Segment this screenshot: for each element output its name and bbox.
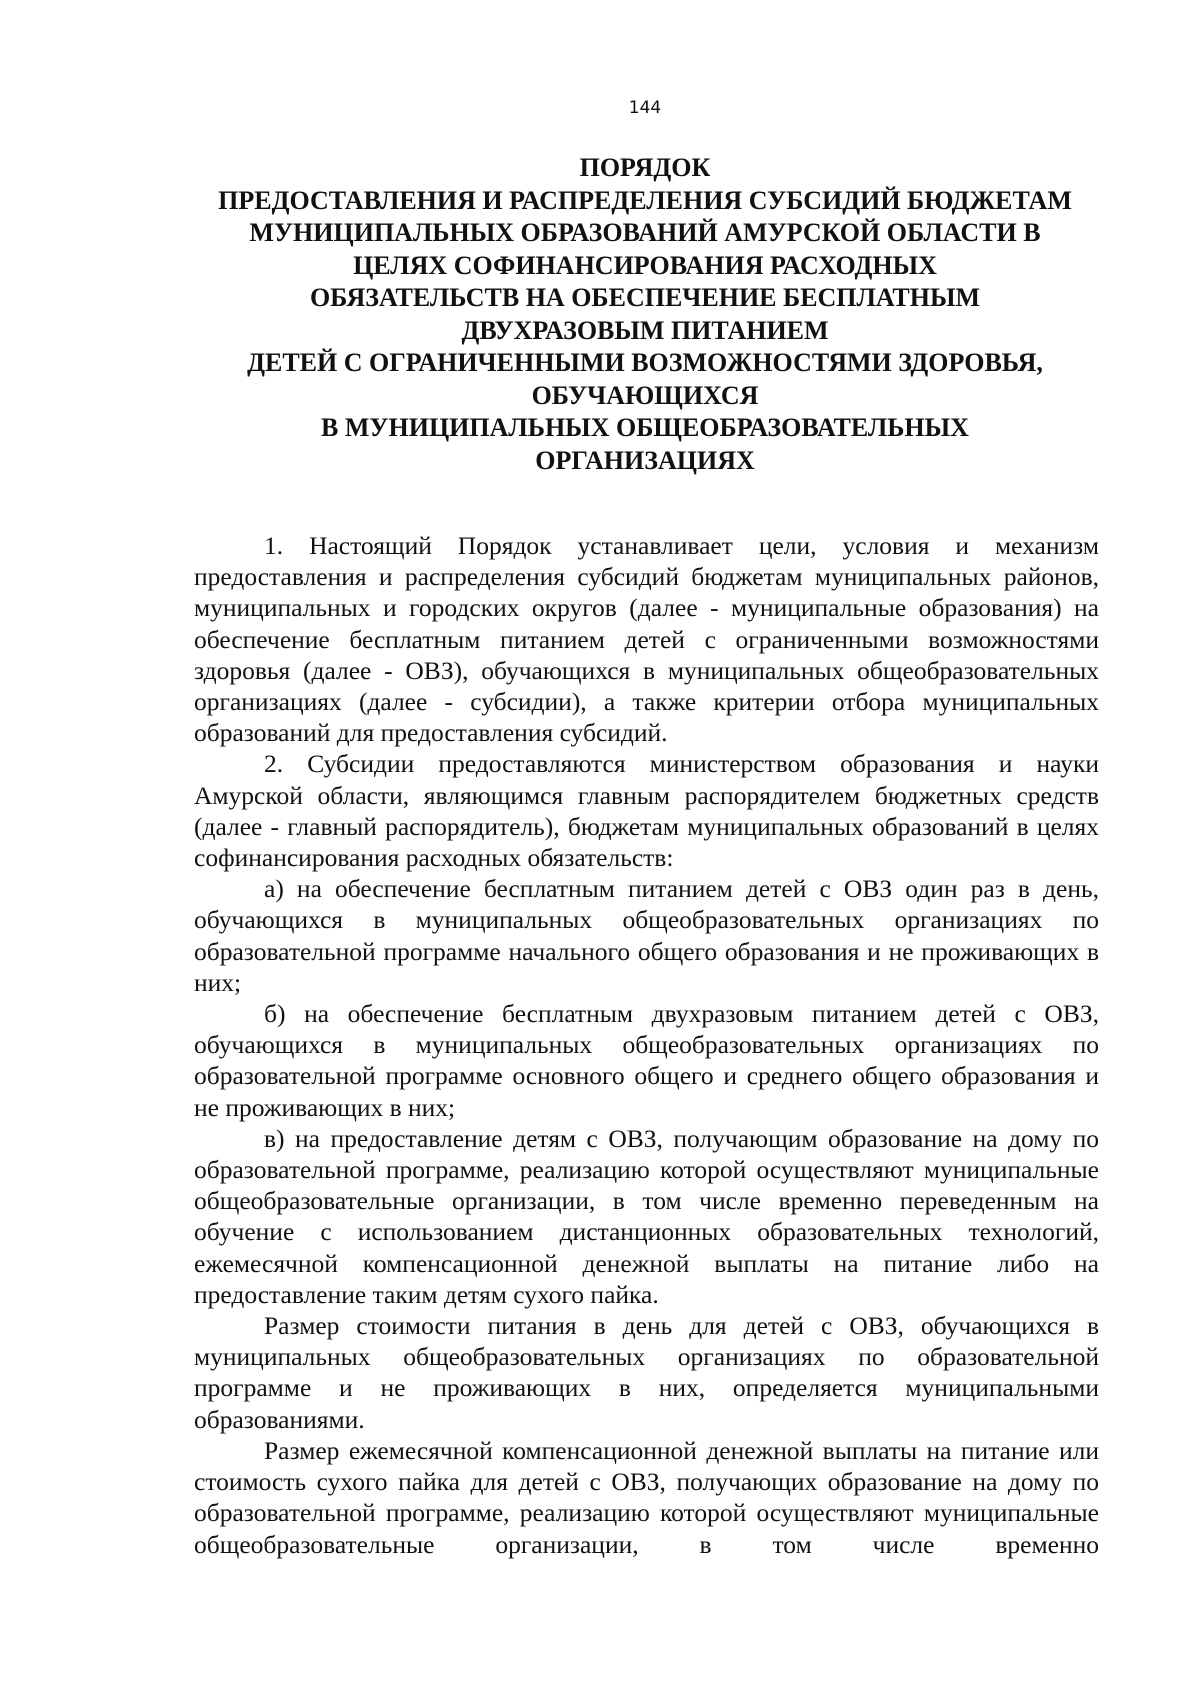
- title-line: ДЕТЕЙ С ОГРАНИЧЕННЫМИ ВОЗМОЖНОСТЯМИ ЗДОРОВЬЯ,: [247, 348, 1043, 377]
- paragraph-meal-cost: Размер стоимости питания в день для детей с ОВЗ, обучающихся в муниципальных общеобразовательных организациях по образовательной программе и не проживающих в них, определяется муниципальными образованиями.: [194, 1311, 1099, 1434]
- page-number: 144: [628, 98, 662, 118]
- title-line: В МУНИЦИПАЛЬНЫХ ОБЩЕОБРАЗОВАТЕЛЬНЫХ: [321, 413, 969, 442]
- title-line: МУНИЦИПАЛЬНЫХ ОБРАЗОВАНИЙ АМУРСКОЙ ОБЛАСТИ В: [249, 218, 1041, 247]
- title-line: ОБЯЗАТЕЛЬСТВ НА ОБЕСПЕЧЕНИЕ БЕСПЛАТНЫМ: [309, 283, 981, 312]
- title-line: ПОРЯДОК: [579, 153, 711, 182]
- title-line: ЦЕЛЯХ СОФИНАНСИРОВАНИЯ РАСХОДНЫХ: [353, 250, 937, 280]
- paragraph-item-a: а) на обеспечение бесплатным питанием детей с ОВЗ один раз в день, обучающихся в муниципальных общеобразовательных организациях по образовательной программе начального общего образования и не проживающих в них;: [194, 874, 1099, 997]
- document-title: [190, 152, 1100, 477]
- paragraph-item-b: б) на обеспечение бесплатным двухразовым питанием детей с ОВЗ, обучающихся в муниципальных общеобразовательных организациях по образовательной программе основного общего и среднего общего образования и не проживающих в них;: [194, 999, 1099, 1122]
- paragraph-compensation: Размер ежемесячной компенсационной денежной выплаты на питание или стоимость сухого пайка для детей с ОВЗ, получающих образование на дому по образовательной программе, реализацию которой осуществляют муниципальные общеобразовательные организации, в том числе временно: [194, 1435, 1099, 1559]
- paragraph-clause-1: 1. Настоящий Порядок устанавливает цели, условия и механизм предоставления и распределения субсидий бюджетам муниципальных районов, муниципальных и городских округов (далее - муниципальные образования) на обеспечение бесплатным питанием детей с ограниченными возможностями здоровья (далее - ОВЗ), обучающихся в муниципальных общеобразовательных организациях (далее - субсидии), а также критерии отбора муниципальных образований для предоставления субсидий.: [194, 531, 1099, 748]
- paragraph-clause-2: 2. Субсидии предоставляются министерством образования и науки Амурской области, являющимся главным распорядителем бюджетных средств (далее - главный распорядитель), бюджетам муниципальных образований в целях софинансирования расходных обязательств:: [194, 749, 1099, 873]
- document-body: [194, 530, 1099, 1560]
- title-line: ПРЕДОСТАВЛЕНИЯ И РАСПРЕДЕЛЕНИЯ СУБСИДИЙ БЮДЖЕТАМ: [218, 185, 1072, 215]
- title-line: ОБУЧАЮЩИХСЯ: [531, 380, 759, 410]
- title-line: ДВУХРАЗОВЫМ ПИТАНИЕМ: [461, 315, 829, 345]
- title-line: ОРГАНИЗАЦИЯХ: [535, 445, 755, 475]
- paragraph-item-v: в) на предоставление детям с ОВЗ, получающим образование на дому по образовательной программе, реализацию которой осуществляют муниципальные общеобразовательные организации, в том числе временно переведенным на обучение с использованием дистанционных образовательных технологий, ежемесячной компенсационной денежной выплаты на питание либо на предоставление таким детям сухого пайка.: [194, 1123, 1099, 1309]
